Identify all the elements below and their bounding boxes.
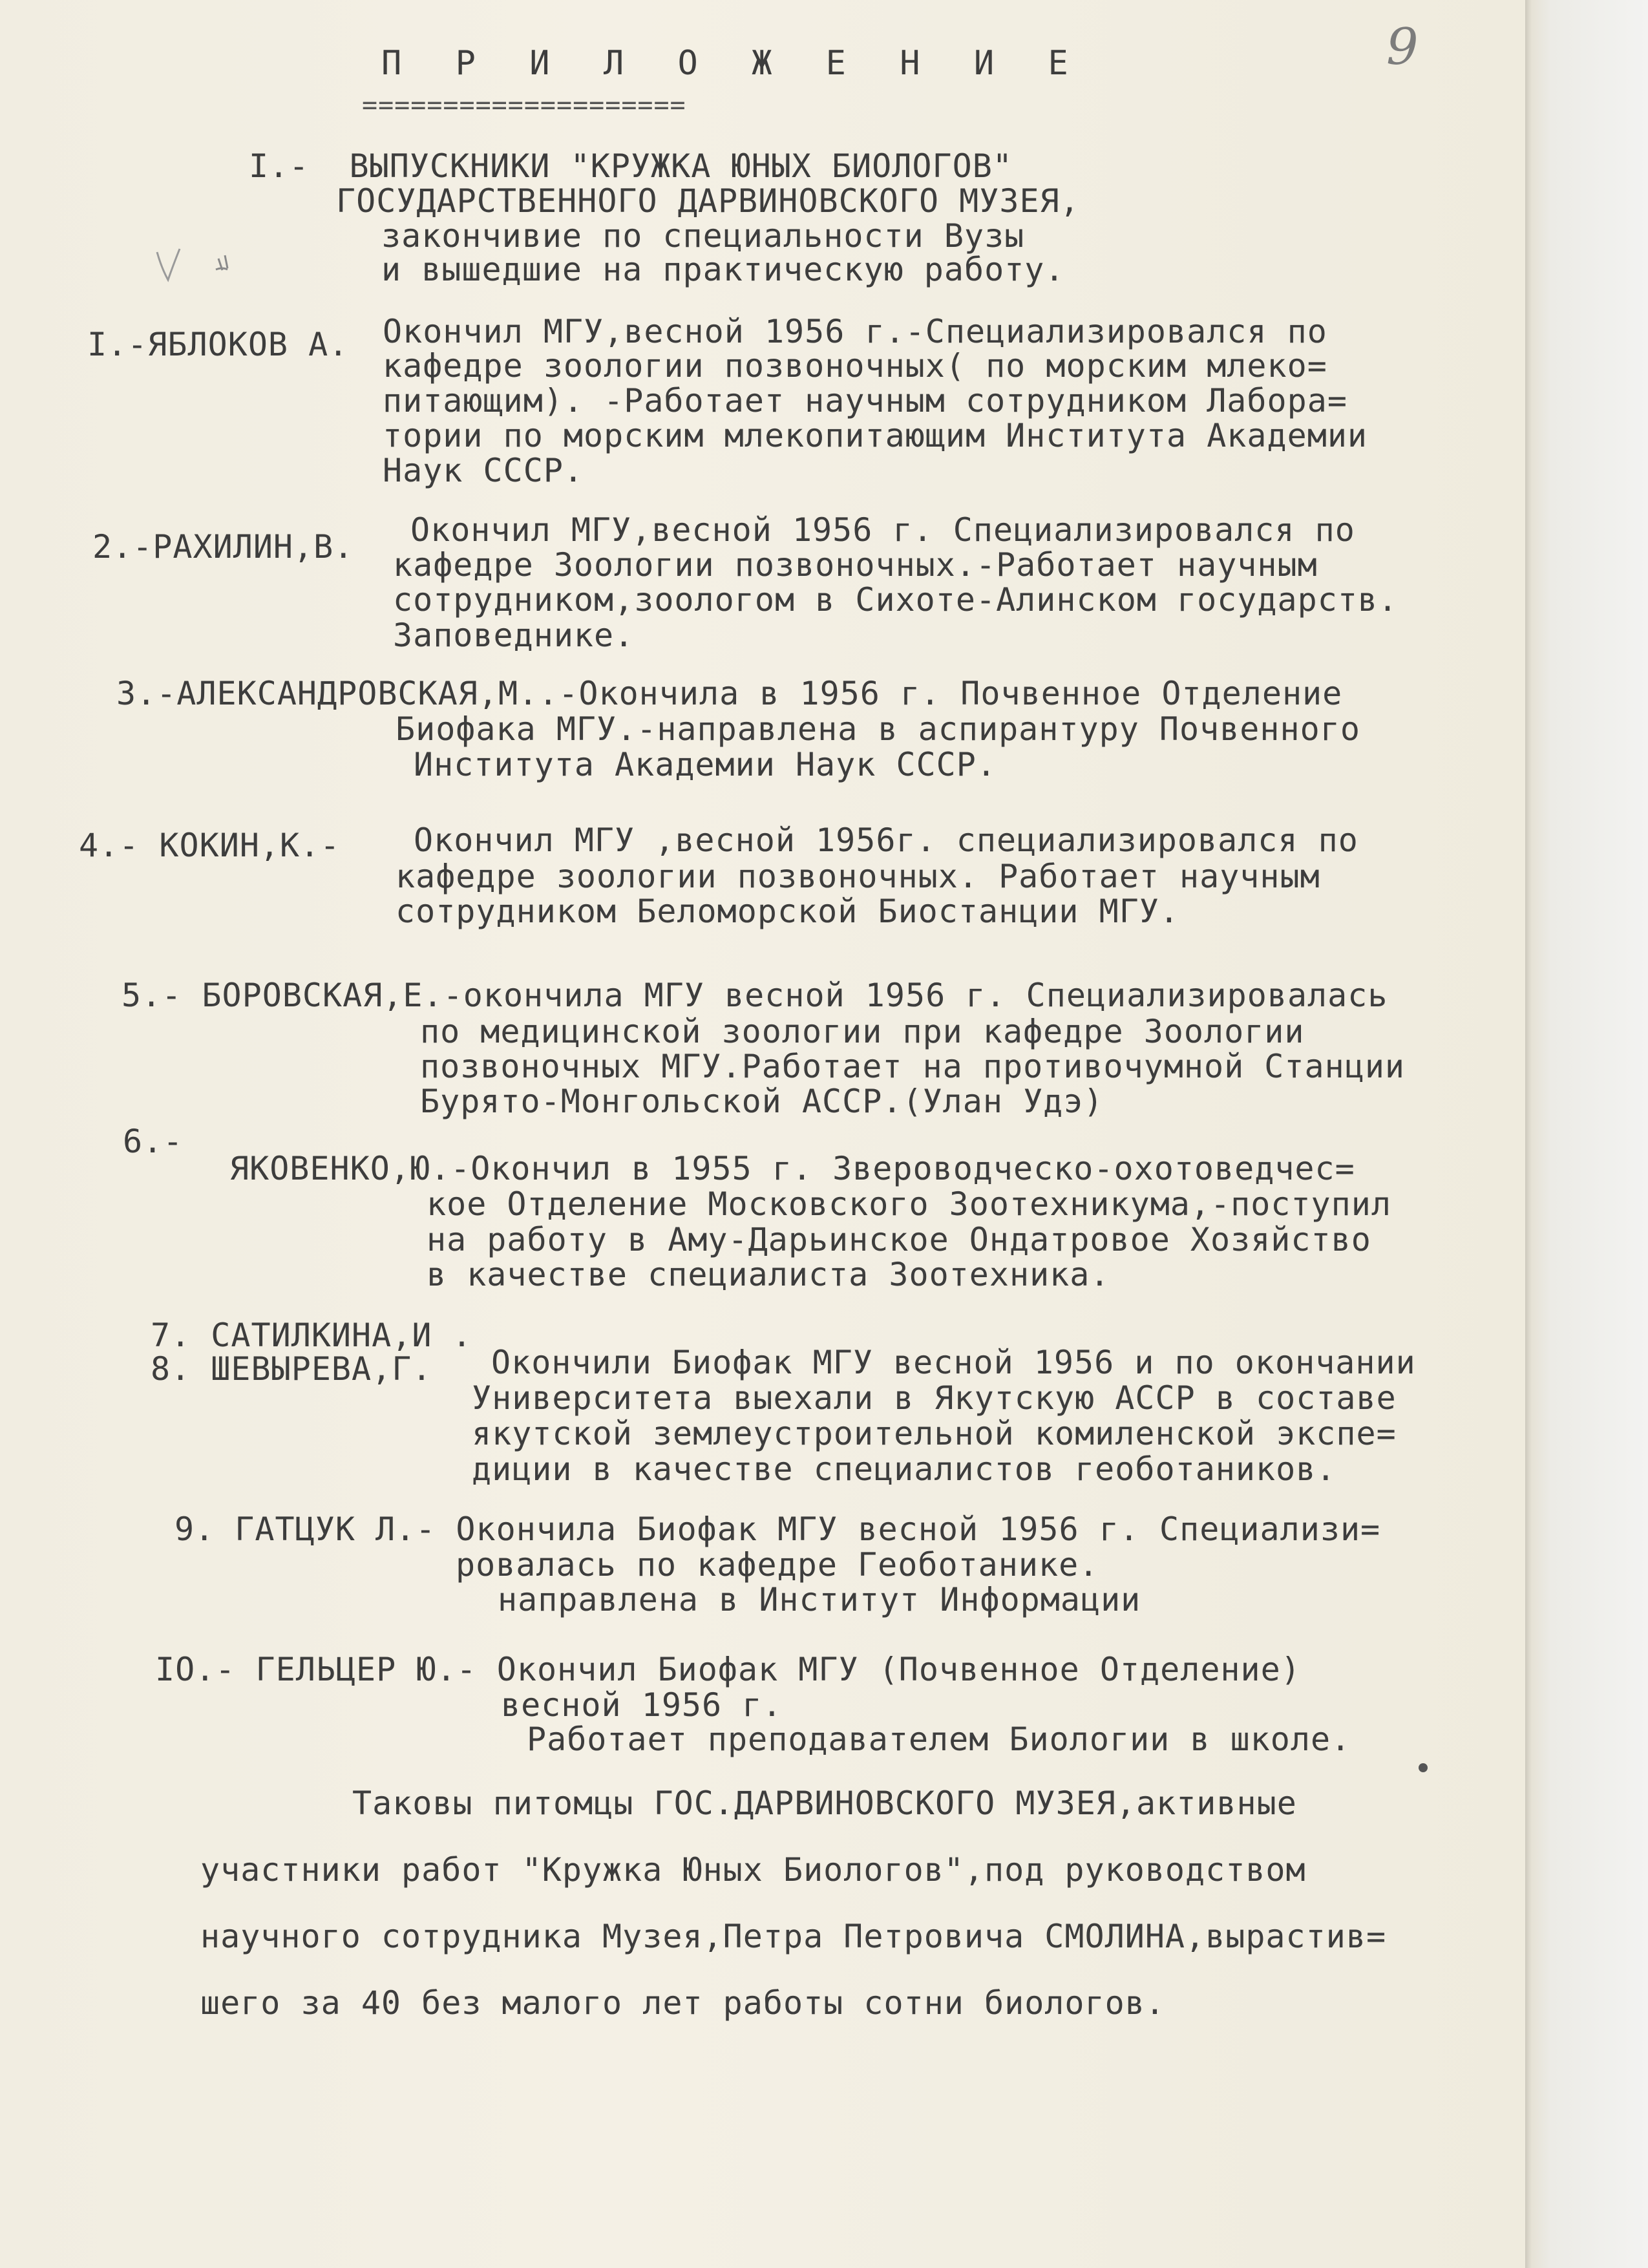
document-title: П Р И Л О Ж Е Н И Е	[381, 44, 1085, 83]
entry-5-name: 5.- БОРОВСКАЯ,Е.-окончила МГУ весной 1956 г. Специализировалась	[121, 977, 1388, 1014]
entry-6-number: 6.-	[123, 1123, 184, 1160]
entry-1-line-5: Наук СССР.	[383, 452, 584, 489]
entry-1-line-4: тории по морским млекопитающим Института Академии	[383, 417, 1368, 454]
page-number: 9	[1386, 18, 1419, 76]
entry-10-line-1: весной 1956 г.	[501, 1686, 783, 1724]
entry-2-name: 2.-РАХИЛИН,В.	[92, 528, 354, 566]
entry-1-line-1: Окончил МГУ,весной 1956 г.-Специализировался по	[383, 313, 1327, 350]
page-edge-shadow	[1525, 0, 1648, 2268]
entry-6-name: ЯКОВЕНКО,Ю.-Окончил в 1955 г. Звероводческо-охотоведчес=	[229, 1150, 1355, 1187]
handwritten-margin-mark	[154, 229, 231, 288]
entry-2-line-2: кафедре Зоологии позвоночных.-Работает научным	[393, 546, 1318, 584]
entry-1-line-3: питающим). -Работает научным сотрудником Лабора=	[383, 382, 1347, 419]
entry-7-8-line-4: диции в качестве специалистов геоботаников.	[472, 1450, 1336, 1488]
title-underline: ====================	[362, 90, 686, 120]
entry-3-line-1: Биофака МГУ.-направлена в аспирантуру Почвенного	[396, 710, 1360, 748]
entry-9-line-1: ровалась по кафедре Геоботанике.	[456, 1546, 1099, 1584]
section-heading-line-4: и вышедшие на практическую работу.	[381, 251, 1065, 288]
entry-7-name: 7. САТИЛКИНА,И .	[151, 1317, 472, 1354]
entry-9-line-2: направлена в Институт Информации	[498, 1581, 1141, 1618]
section-heading-line-2: ГОСУДАРСТВЕННОГО ДАРВИНОВСКОГО МУЗЕЯ,	[336, 182, 1080, 220]
entry-8-name: 8. ШЕВЫРЕВА,Г.	[151, 1350, 432, 1388]
entry-2-line-4: Заповеднике.	[393, 617, 635, 654]
entry-5-line-3: Бурято-Монгольской АССР.(Улан Удэ)	[420, 1083, 1104, 1120]
section-heading-line-3: закончивие по специальности Вузы	[381, 217, 1025, 255]
entry-6-line-3: в качестве специалиста Зоотехника.	[427, 1256, 1110, 1293]
ink-dot	[1419, 1763, 1428, 1772]
entry-7-8-line-1: Окончили Биофак МГУ весной 1956 и по окончании	[491, 1344, 1416, 1381]
closing-line-1: Таковы питомцы ГОС.ДАРВИНОВСКОГО МУЗЕЯ,активные	[352, 1785, 1297, 1822]
entry-4-line-1: Окончил МГУ ,весной 1956г. специализировался по	[414, 821, 1358, 859]
entry-1-line-2: кафедре зоологии позвоночных( по морским млеко=	[383, 347, 1327, 385]
entry-10-line-2: Работает преподавателем Биологии в школе.	[527, 1721, 1351, 1758]
entry-3-name: 3.-АЛЕКСАНДРОВСКАЯ,М..-Окончила в 1956 г. Почвенное Отделение	[116, 675, 1343, 712]
closing-line-4: шего за 40 без малого лет работы сотни биологов.	[200, 1984, 1165, 2022]
entry-7-8-line-2: Университета выехали в Якутскую АССР в составе	[472, 1379, 1397, 1417]
entry-2-line-3: сотрудником,зоологом в Сихоте-Алинском государств.	[393, 581, 1399, 619]
entry-4-line-3: сотрудником Беломорской Биостанции МГУ.	[396, 893, 1179, 930]
entry-2-line-1: Окончил МГУ,весной 1956 г. Специализировался по	[410, 511, 1355, 549]
entry-6-line-2: на работу в Аму-Дарьинское Ондатровое Хозяйство	[427, 1221, 1371, 1258]
entry-1-name: I.-ЯБЛОКОВ А.	[87, 326, 349, 363]
section-heading-line-1: I.- ВЫПУСКНИКИ "КРУЖКА ЮНЫХ БИОЛОГОВ"	[249, 147, 1013, 185]
entry-3-line-2: Института Академии Наук СССР.	[414, 746, 997, 783]
entry-5-line-1: по медицинской зоологии при кафедре Зоологии	[420, 1013, 1305, 1050]
entry-7-8-line-3: якутской землеустроительной комиленской экспе=	[472, 1415, 1397, 1452]
entry-4-name: 4.- КОКИН,К.-	[79, 827, 341, 864]
entry-5-line-2: позвоночных МГУ.Работает на противочумной Станции	[420, 1048, 1406, 1085]
closing-line-3: научного сотрудника Музея,Петра Петровича СМОЛИНА,вырастив=	[200, 1918, 1387, 1955]
closing-line-2: участники работ "Кружка Юных Биологов",под руководством	[200, 1851, 1306, 1889]
entry-9-name: 9. ГАТЦУК Л.- Окончила Биофак МГУ весной 1956 г. Специализи=	[174, 1510, 1381, 1548]
entry-4-line-2: кафедре зоологии позвоночных. Работает научным	[396, 858, 1320, 895]
entry-10-name: IO.- ГЕЛЬЦЕР Ю.- Окончил Биофак МГУ (Почвенное Отделение)	[155, 1651, 1301, 1688]
entry-6-line-1: кое Отделение Московского Зоотехникума,-поступил	[427, 1185, 1391, 1223]
